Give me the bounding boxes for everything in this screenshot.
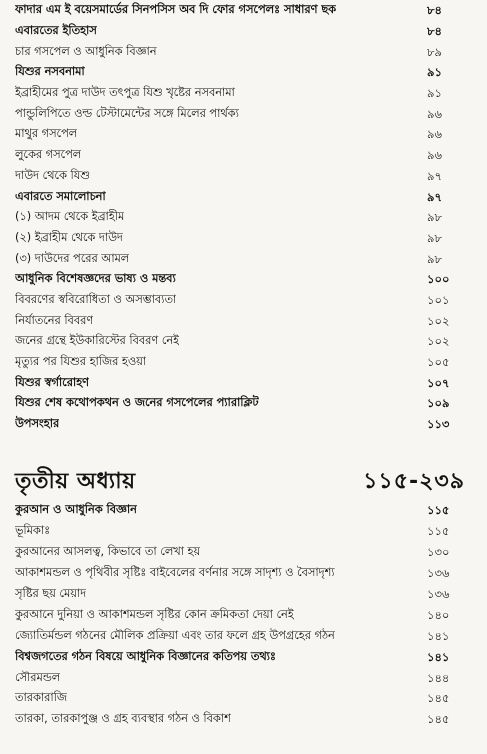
toc-entry-page: ৯৭ [427, 189, 442, 204]
toc-entry-page: ৮৯ [427, 44, 442, 59]
toc-entry-page: ৯৬ [427, 106, 442, 121]
toc-entry-page: ১৪১ [427, 649, 450, 664]
toc-entry-title: মৃত্যুর পর যিশুর হাজির হওয়া [15, 355, 147, 369]
toc-entry-page: ১৩৬ [427, 587, 450, 601]
toc-entry-title: উপসংহার [15, 417, 60, 431]
toc-entry-title: (১) আদম থেকে ইব্রাহীম [15, 210, 125, 224]
toc-entry-title: (২) ইব্রাহীম থেকে দাউদ [15, 230, 123, 244]
toc-entry [0, 414, 487, 435]
toc-entry [0, 124, 487, 145]
chapter-title: তৃতীয় অধ্যায় [15, 468, 136, 494]
chapter-page-range: ১১৫-২৩৯ [363, 468, 465, 494]
toc-entry [0, 103, 487, 124]
toc-entry [0, 500, 487, 521]
toc-entry-page: ১১৩ [427, 417, 450, 432]
toc-entry-title: জনের গ্রন্থে ইউকারিস্টের বিবরণ নেই [15, 334, 180, 348]
toc-entry [0, 646, 487, 667]
toc-entry-title: লুকের গসপেল [15, 148, 82, 162]
toc-entry [0, 625, 487, 646]
toc-entry-page: ৯৬ [427, 127, 442, 142]
toc-entry-page: ৮৪ [427, 24, 442, 39]
toc-entry [0, 145, 487, 166]
toc-entry [0, 393, 487, 414]
toc-entry-title: আধুনিক বিশেষজ্ঞদের ভাষ্য ও মন্তব্য [15, 272, 176, 286]
toc-entry [0, 521, 487, 542]
toc-entry-title: জ্যোতির্মন্ডল গঠনের মৌলিক প্রক্রিয়া এবং তার ফলে গ্রহ উপগ্রহের গঠন [15, 628, 335, 642]
toc-entry-title: নির্যাতনের বিবরণ [15, 313, 94, 327]
toc-entry [0, 41, 487, 62]
toc-entry-page: ৯৬ [427, 148, 442, 163]
toc-entry-title: যিশুর স্বর্গারোহণ [15, 375, 89, 389]
toc-entry-page: ১০১ [427, 292, 450, 307]
toc-entry-page: ১০৯ [427, 396, 450, 411]
toc-entry-page: ৯৮ [427, 230, 442, 245]
toc-entry-title: তারকা, তারকাপুঞ্জ ও গ্রহ ব্যবস্থার গঠন ও বিকাশ [15, 712, 231, 726]
toc-entry-page: ৯৮ [427, 251, 442, 266]
toc-entry [0, 331, 487, 352]
toc-entry-title: দাউদ থেকে যিশু [15, 168, 90, 182]
toc-entry [0, 21, 487, 42]
toc-entry [0, 310, 487, 331]
toc-entry-page: ১০২ [427, 313, 450, 328]
toc-entry-title: বিশ্বজগতের গঠন বিষয়ে আধুনিক বিজ্ঞানের কতিপয় তথ্যঃ [15, 649, 276, 663]
toc-entry-page: ১৪১ [427, 628, 450, 643]
toc-entry-page: ১৪০ [427, 607, 450, 622]
toc-entry-title: সৃষ্টির ছয় মেয়াদ [15, 587, 87, 600]
toc-entry-page: ১৪৪ [427, 670, 450, 685]
chapter-heading [0, 464, 487, 500]
toc-entry [0, 248, 487, 269]
toc-entry-title: (৩) দাউদের পরের আমল [15, 251, 130, 265]
toc-entry [0, 166, 487, 187]
toc-entry-title: মাথুর গসপেল [15, 127, 78, 141]
toc-entry-title: এবারতের ইতিহাস [15, 24, 97, 38]
toc-entry-title: আকাশমন্ডল ও পৃথিবীর সৃষ্টিঃ বাইবেলের বর্ণনার সঙ্গে সাদৃশ্য ও বৈসাদৃশ্য [15, 566, 335, 580]
toc-entry-page: ১০৫ [427, 355, 450, 370]
toc-entry-title: ফাদার এম ই বয়েসমার্ডের সিনপসিস অব দি ফোর গসপেলঃ সাধারণ ছক [15, 3, 337, 17]
toc-entry [0, 542, 487, 563]
toc-entry-page: ১১৫ [427, 503, 450, 518]
toc-entry-page: ১৩০ [427, 545, 450, 560]
toc-entry-title: তারকারাজি [15, 691, 67, 705]
toc-entry-title: চার গসপেল ও আধুনিক বিজ্ঞান [15, 44, 157, 58]
toc-entry [0, 62, 487, 83]
toc-entry-page: ৯৮ [427, 210, 442, 225]
toc-entry [0, 186, 487, 207]
toc-entry-title: বিবরণের স্ববিরোধিতা ও অসম্ভাব্যতা [15, 292, 177, 306]
toc-list-chapter-3 [0, 500, 487, 730]
toc-entry-title: এবারতে সমালোচনা [15, 189, 106, 203]
toc-entry-title: ইব্রাহীমের পুত্র দাউদ তৎপুত্র যিশু খৃষ্টের নসবনামা [15, 86, 235, 100]
toc-entry-page: ১৪৫ [427, 712, 450, 727]
toc-entry-title: পান্ডুলিপিতে ওল্ড টেস্টামেন্টের সঙ্গে মিলের পার্থক্য [15, 106, 239, 120]
toc-entry [0, 667, 487, 688]
toc-entry [0, 269, 487, 290]
toc-entry [0, 372, 487, 393]
toc-entry-title: কুরআনে দুনিয়া ও আকাশমন্ডল সৃষ্টির কোন ক্রমিকতা দেয়া নেই [15, 607, 294, 621]
toc-entry-title: সৌরমন্ডল [15, 670, 61, 684]
toc-entry-title: যিশুর নসবনামা [15, 65, 85, 79]
toc-entry [0, 207, 487, 228]
toc-entry-page: ১৩৬ [427, 566, 450, 581]
toc-entry-page: ১০৭ [427, 375, 450, 390]
toc-entry [0, 228, 487, 249]
toc-entry [0, 688, 487, 709]
toc-entry-page: ১০২ [427, 334, 450, 349]
toc-entry [0, 352, 487, 373]
toc-entry [0, 290, 487, 311]
toc-entry-title: যিশুর শেষ কথোপকথন ও জনের গসপেলের প্যারাক্লিট [15, 396, 259, 410]
toc-entry [0, 709, 487, 730]
toc-entry-page: ৯১ [427, 86, 442, 101]
toc-entry [0, 604, 487, 625]
toc-entry-title: কুরআন ও আধুনিক বিজ্ঞান [15, 503, 137, 517]
toc-entry [0, 584, 487, 605]
toc-entry-page: ৮৪ [427, 3, 442, 18]
toc-entry-title: ভূমিকাঃ [15, 524, 51, 538]
toc-entry-page: ৯১ [427, 65, 442, 80]
toc-entry-title: কুরআনের আসলত্ব, কিভাবে তা লেখা হয় [15, 545, 201, 559]
toc-entry-page: ১৪৫ [427, 691, 450, 706]
toc-entry-page: ১১৫ [427, 524, 450, 539]
toc-entry [0, 0, 487, 21]
toc-entry [0, 83, 487, 104]
toc-entry [0, 563, 487, 584]
toc-entry-page: ৯৭ [427, 168, 442, 183]
toc-entry-page: ১০০ [427, 272, 450, 287]
